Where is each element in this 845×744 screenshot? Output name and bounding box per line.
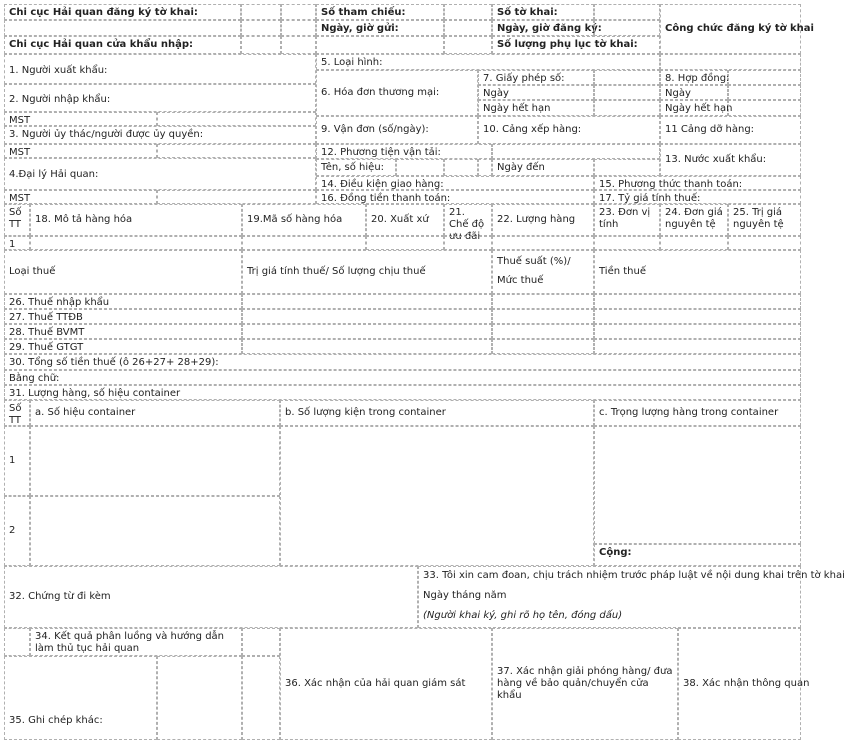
ref-no-value[interactable] xyxy=(444,4,492,20)
goods-col-origin: 20. Xuất xứ xyxy=(366,204,444,236)
decl-no-label: Số tờ khai: xyxy=(492,4,594,20)
header-spacer xyxy=(4,20,241,36)
tax-in-words-label: Bằng chữ: xyxy=(4,370,801,385)
mst-value-2[interactable] xyxy=(157,144,316,158)
goods-row-1-no: 1 xyxy=(4,236,30,250)
container-col-weight: c. Trọng lượng hàng trong container xyxy=(594,400,801,426)
transport-label: 12. Phương tiện vận tải: xyxy=(316,144,492,159)
license-label: 7. Giấy phép số: xyxy=(478,70,594,85)
goods-col-value: 25. Trị giá nguyên tệ xyxy=(728,204,801,236)
goods-col-price: 24. Đơn giá nguyên tệ xyxy=(660,204,728,236)
port-office-value-2[interactable] xyxy=(281,36,316,54)
contract-blank xyxy=(660,54,801,70)
port-office-value[interactable] xyxy=(241,36,281,54)
reg-office-value[interactable] xyxy=(241,4,281,20)
tax-import-label: 26. Thuế nhập khẩu xyxy=(4,294,242,309)
container-col-id: a. Số hiệu container xyxy=(30,400,280,426)
container-weight-values[interactable] xyxy=(594,426,801,544)
ref-no-label: Số tham chiếu: xyxy=(316,4,444,20)
sent-time-label: Ngày, giờ gửi: xyxy=(316,20,444,36)
notes-value[interactable] xyxy=(157,656,242,740)
tax-import-base[interactable] xyxy=(242,294,492,309)
header-blank-2 xyxy=(444,36,492,54)
container-title: 31. Lượng hàng, số hiệu container xyxy=(4,385,801,400)
bill-of-lading-label: 9. Vận đơn (số/ngày): xyxy=(316,116,478,144)
container-pkg-values[interactable] xyxy=(280,426,594,566)
mst-value-1[interactable] xyxy=(157,112,316,126)
commitment-text: 33. Tôi xin cam đoan, chịu trách nhiệm trước pháp luật về nội dung khai trên tờ khai xyxy=(423,570,845,581)
tax-import-amount[interactable] xyxy=(594,294,801,309)
tax-gtgt-label: 29. Thuế GTGT xyxy=(4,339,242,354)
arrival-date-label: Ngày đến xyxy=(492,159,594,176)
release-label: 37. Xác nhận giải phóng hàng/ đưa hàng về bảo quản/chuyển cửa khẩu xyxy=(492,628,678,740)
decl-no-value[interactable] xyxy=(594,4,660,20)
header-spacer-2 xyxy=(241,20,281,36)
entrusted-label: 3. Người ủy thác/người được ủy quyền: xyxy=(4,126,316,144)
payment-currency-label: 16. Đồng tiền thanh toán: xyxy=(316,190,594,204)
license-date-label: Ngày xyxy=(478,85,594,100)
reg-office-label: Chi cục Hải quan đăng ký tờ khai: xyxy=(4,4,241,20)
notes-value-2[interactable] xyxy=(242,656,280,740)
license-date-value[interactable] xyxy=(594,85,660,100)
goods-row-1-desc[interactable] xyxy=(30,236,242,250)
reg-time-label: Ngày, giờ đăng ký: xyxy=(492,20,594,36)
goods-col-no: Số TT xyxy=(4,204,30,236)
tax-total-label: 30. Tổng số tiền thuế (ô 26+27+ 28+29): xyxy=(4,354,801,370)
license-expiry-value[interactable] xyxy=(594,100,660,116)
supervision-label: 36. Xác nhận của hải quan giám sát xyxy=(280,628,492,740)
customs-declaration-form xyxy=(4,4,845,740)
arrival-date-value[interactable] xyxy=(594,159,660,176)
goods-row-1-qty[interactable] xyxy=(492,236,594,250)
contract-expiry-value[interactable] xyxy=(728,100,801,116)
tax-rate-line-2: Mức thuế xyxy=(497,275,544,286)
notes-label: 35. Ghi chép khác: xyxy=(4,656,157,740)
mst-label-3: MST xyxy=(4,190,157,204)
goods-row-1-unit[interactable] xyxy=(594,236,660,250)
container-row-1-id[interactable] xyxy=(30,426,280,496)
goods-col-desc: 18. Mô tả hàng hóa xyxy=(30,204,242,236)
goods-row-1-origin[interactable] xyxy=(366,236,444,250)
tax-bvmt-label: 28. Thuế BVMT xyxy=(4,324,242,339)
container-col-no: Số TT xyxy=(4,400,30,426)
tax-ttdb-rate[interactable] xyxy=(492,309,594,324)
tax-ttdb-label: 27. Thuế TTĐB xyxy=(4,309,242,324)
tax-col-rate xyxy=(492,250,594,294)
header-spacer-3 xyxy=(281,20,316,36)
transport-value[interactable] xyxy=(492,144,660,159)
date-line: Ngày tháng năm xyxy=(423,590,507,601)
goods-row-1-hs[interactable] xyxy=(242,236,366,250)
reg-time-value[interactable] xyxy=(594,20,660,36)
result-blank xyxy=(4,628,30,656)
container-row-2-id[interactable] xyxy=(30,496,280,566)
sign-note: (Người khai ký, ghi rõ họ tên, đóng dấu) xyxy=(423,610,623,621)
import-type-label: 5. Loại hình: xyxy=(316,54,660,70)
tax-rate-line-1: Thuế suất (%)/ xyxy=(497,256,571,267)
commitment-block xyxy=(418,566,845,628)
mst-label-1: MST xyxy=(4,112,157,126)
contract-date-label: Ngày xyxy=(660,85,728,100)
vehicle-gap xyxy=(478,159,492,176)
header-blank xyxy=(316,36,444,54)
appendix-count-label: Số lượng phụ lục tờ khai: xyxy=(492,36,660,54)
vehicle-name-label: Tên, số hiệu: xyxy=(316,159,396,176)
loading-port-label: 10. Cảng xếp hàng: xyxy=(478,116,660,144)
exporter-label: 1. Người xuất khẩu: xyxy=(4,54,316,84)
tax-gtgt-amount[interactable] xyxy=(594,339,801,354)
agent-label: 4.Đại lý Hải quan: xyxy=(4,158,316,190)
contract-value[interactable] xyxy=(728,70,801,85)
tax-col-type: Loại thuế xyxy=(4,250,242,294)
goods-col-unit: 23. Đơn vị tính xyxy=(594,204,660,236)
payment-method-label: 15. Phương thức thanh toán: xyxy=(594,176,801,190)
port-office-label: Chi cục Hải quan cửa khẩu nhập: xyxy=(4,36,241,54)
container-total-label: Cộng: xyxy=(594,544,801,566)
mst-label-2: MST xyxy=(4,144,157,158)
container-row-1-no: 1 xyxy=(4,426,30,496)
tax-gtgt-rate[interactable] xyxy=(492,339,594,354)
tax-bvmt-base[interactable] xyxy=(242,324,492,339)
goods-row-1-price[interactable] xyxy=(660,236,728,250)
documents-label: 32. Chứng từ đi kèm xyxy=(4,566,418,628)
tax-col-base: Trị giá tính thuế/ Số lượng chịu thuế xyxy=(242,250,492,294)
contract-date-value[interactable] xyxy=(728,85,801,100)
tax-col-amount: Tiền thuế xyxy=(594,250,801,294)
container-col-pkg: b. Số lượng kiện trong container xyxy=(280,400,594,426)
vehicle-name-value-2[interactable] xyxy=(444,159,478,176)
importer-label: 2. Người nhập khẩu: xyxy=(4,84,316,112)
result-value[interactable] xyxy=(242,628,280,656)
mst-value-3[interactable] xyxy=(157,190,316,204)
goods-col-hs: 19.Mã số hàng hóa xyxy=(242,204,366,236)
delivery-terms-label: 14. Điều kiện giao hàng: xyxy=(316,176,594,190)
tax-bvmt-rate[interactable] xyxy=(492,324,594,339)
export-country-label: 13. Nước xuất khẩu: xyxy=(660,144,801,176)
reg-office-value-2[interactable] xyxy=(281,4,316,20)
tax-ttdb-base[interactable] xyxy=(242,309,492,324)
result-label: 34. Kết quả phân luồng và hướng dẫn làm thủ tục hải quan xyxy=(30,628,242,656)
vehicle-name-value[interactable] xyxy=(396,159,444,176)
unloading-port-label: 11 Cảng dỡ hàng: xyxy=(660,116,801,144)
goods-row-1-value[interactable] xyxy=(728,236,801,250)
goods-col-qty: 22. Lượng hàng xyxy=(492,204,594,236)
contract-label: 8. Hợp đồng: xyxy=(660,70,728,85)
license-value[interactable] xyxy=(594,70,660,85)
clearance-label: 38. Xác nhận thông quan xyxy=(678,628,801,740)
goods-row-1-pref[interactable] xyxy=(444,236,492,250)
sent-time-value[interactable] xyxy=(444,20,492,36)
invoice-label: 6. Hóa đơn thương mại: xyxy=(316,70,478,116)
goods-col-pref: 21. Chế độ ưu đãi xyxy=(444,204,492,236)
tax-bvmt-amount[interactable] xyxy=(594,324,801,339)
license-expiry-label: Ngày hết hạn xyxy=(478,100,594,116)
contract-expiry-label: Ngày hết hạn xyxy=(660,100,728,116)
exchange-rate-label: 17. Tỷ giá tính thuế: xyxy=(594,190,801,204)
officer-label: Công chức đăng ký tờ khai xyxy=(660,4,801,54)
tax-gtgt-base[interactable] xyxy=(242,339,492,354)
tax-import-rate[interactable] xyxy=(492,294,594,309)
tax-ttdb-amount[interactable] xyxy=(594,309,801,324)
container-row-2-no: 2 xyxy=(4,496,30,566)
